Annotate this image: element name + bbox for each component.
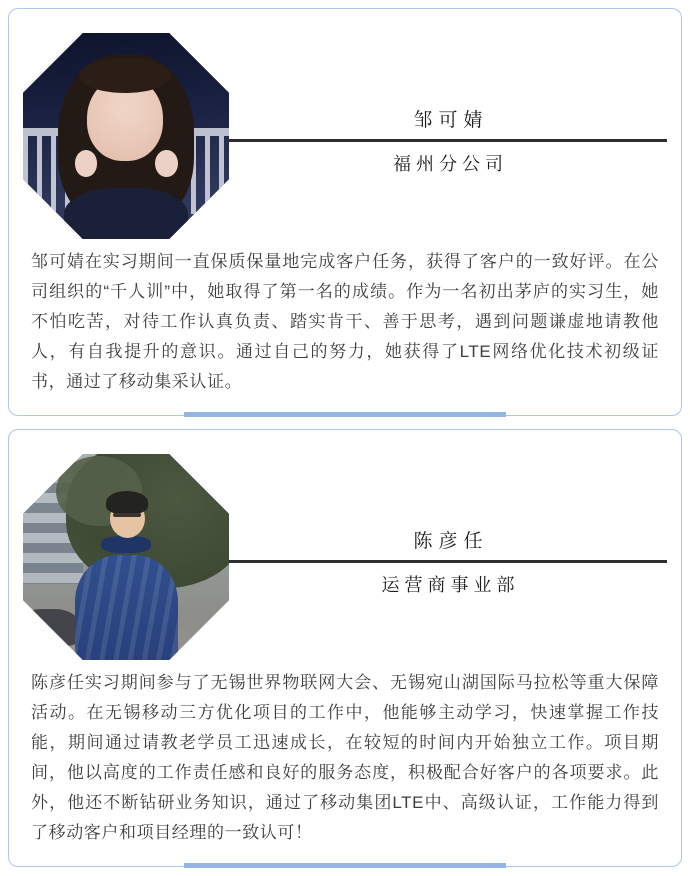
photo2-jacket-quilting [75,555,178,660]
profile-photo-2 [23,454,229,660]
photo2-glasses [113,513,142,517]
profile-name-1: 邹可婧 [413,110,489,131]
card-accent-bar-1 [184,412,506,417]
profile-bio-1: 邹可婧在实习期间一直保质保量地完成客户任务，获得了客户的一致好评。在公司组织的“千人训”中，她取得了第一名的成绩。作为一名初出茅庐的实习生，她不怕吃苦，对待工作认真负责、踏实肯干、善于思考，遇到问题谦虚地请教他人，有自我提升的意识。通过自己的努力，她获得了LTE网络优化技术初级证书，通过了移动集采认证。 [31,252,659,391]
photo2-car [23,609,79,646]
photo1-body [64,188,188,240]
profile-name-2: 陈彦任 [413,531,489,552]
profile-bio-2: 陈彦任实习期间参与了无锡世界物联网大会、无锡宛山湖国际马拉松等重大保障活动。在无锡移动三方优化项目的工作中，他能够主动学习，快速掌握工作技能，期间通过请教老学员工迅速成长，在较短的时间内开始独立工作。项目期间，他以高度的工作责任感和良好的服务态度，积极配合好客户的各项要求。此外，他还不断钻研业务知识，通过了移动集团LTE中、高级认证，工作能力得到了移动客户和项目经理的一致认可！ [31,673,659,842]
photo2-collar [101,536,150,552]
profile-header-2 [9,430,681,660]
profile-department-2: 运营商事业部 [381,575,520,595]
profile-header-1 [9,9,681,239]
profile-title-block-1 [229,105,667,176]
name-divider-1 [229,139,667,142]
profile-title-block-2 [229,526,667,597]
profile-card-1 [8,8,682,416]
name-divider-2 [229,560,667,563]
card-accent-bar-2 [184,863,506,868]
profile-card-2 [8,429,682,867]
profile-photo-1 [23,33,229,239]
photo1-left-hand [75,150,98,177]
profile-department-1: 福州分公司 [393,154,508,174]
photo2-hair [106,491,147,514]
photo1-bangs [79,58,172,93]
photo1-right-hand [155,150,178,177]
